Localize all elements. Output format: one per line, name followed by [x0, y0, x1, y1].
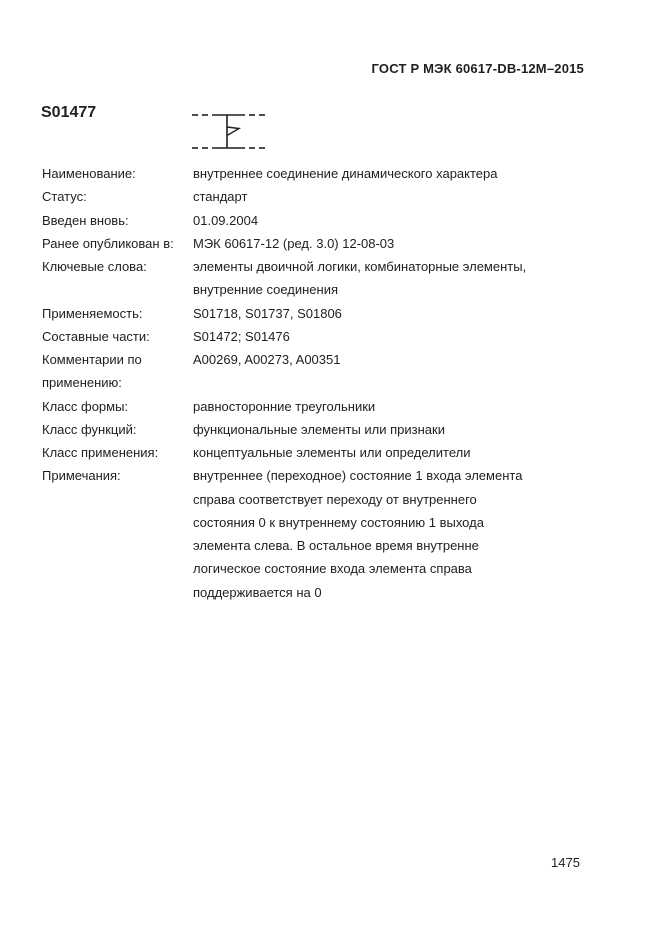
- field-value: внутренние соединения: [193, 282, 339, 298]
- fields-table: [42, 162, 602, 604]
- field-value: логическое состояние входа элемента справа: [193, 561, 472, 577]
- field-label: Ключевые слова:: [42, 259, 147, 274]
- field-value: элементы двоичной логики, комбинаторные элементы,: [193, 259, 527, 274]
- field-value: 01.09.2004: [193, 212, 259, 228]
- field-label: Наименование:: [42, 166, 136, 181]
- field-label: [42, 488, 193, 511]
- field-row: [42, 557, 602, 580]
- field-row: [42, 209, 602, 232]
- internal-connection-dynamic-icon: [190, 110, 266, 154]
- field-value: концептуальные элементы или определители: [193, 445, 471, 460]
- field-label: Комментарии по: [42, 352, 142, 367]
- field-label: применению:: [42, 375, 122, 391]
- field-value: S01718, S01737, S01806: [193, 305, 342, 321]
- field-label: [42, 581, 193, 604]
- field-value: МЭК 60617-12 (ред. 3.0) 12-08-03: [193, 235, 395, 251]
- field-value: равносторонние треугольники: [193, 398, 376, 414]
- field-value: состояния 0 к внутреннему состоянию 1 выхода: [193, 514, 484, 530]
- field-label: Класс функций:: [42, 421, 137, 437]
- field-value: внутреннее соединение динамического характера: [193, 166, 498, 181]
- field-row: [42, 348, 602, 371]
- field-row: [42, 581, 602, 604]
- field-row: [42, 371, 602, 394]
- field-value: A00269, A00273, A00351: [193, 352, 341, 367]
- field-row: [42, 278, 602, 301]
- field-row: [42, 534, 602, 557]
- field-value: [193, 371, 602, 394]
- field-row: [42, 464, 602, 487]
- field-row: [42, 232, 602, 255]
- field-label: Применяемость:: [42, 305, 143, 321]
- field-row: [42, 325, 602, 348]
- field-row: [42, 441, 602, 464]
- field-label: [42, 534, 193, 557]
- field-label: Составные части:: [42, 328, 150, 344]
- field-label: [42, 278, 193, 301]
- page-number: 1475: [551, 855, 580, 870]
- field-value: элемента слева. В остальное время внутренне: [193, 538, 479, 553]
- field-row: [42, 185, 602, 208]
- field-label: Примечания:: [42, 468, 121, 484]
- field-row: [42, 511, 602, 534]
- field-value: внутреннее (переходное) состояние 1 входа элемента: [193, 468, 523, 484]
- field-row: [42, 162, 602, 185]
- field-row: [42, 395, 602, 418]
- field-label: [42, 557, 193, 580]
- field-value: функциональные элементы или признаки: [193, 421, 445, 437]
- field-label: Введен вновь:: [42, 212, 129, 228]
- field-value: стандарт: [193, 189, 248, 205]
- field-value: справа соответствует переходу от внутреннего: [193, 491, 477, 507]
- record-id: S01477: [41, 104, 97, 121]
- field-label: Ранее опубликован в:: [42, 235, 174, 251]
- field-label: Класс применения:: [42, 445, 159, 460]
- field-label: Класс формы:: [42, 398, 129, 414]
- field-row: [42, 302, 602, 325]
- field-value: поддерживается на 0: [193, 584, 322, 600]
- field-row: [42, 255, 602, 278]
- field-label: Статус:: [42, 189, 87, 205]
- standard-number-header: ГОСТ Р МЭК 60617-DB-12M–2015: [371, 61, 584, 76]
- field-label: [42, 511, 193, 534]
- field-row: [42, 418, 602, 441]
- field-value: S01472; S01476: [193, 328, 290, 344]
- field-row: [42, 488, 602, 511]
